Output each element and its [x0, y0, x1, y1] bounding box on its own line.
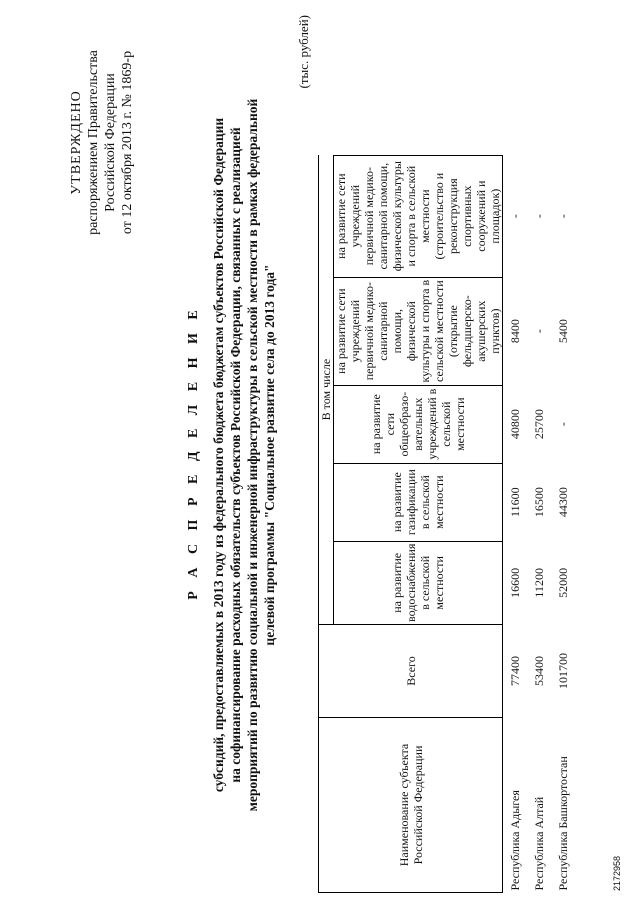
header-subject: Наименование субъекта Российской Федерации: [319, 718, 503, 893]
table-row: [551, 155, 575, 892]
approval-line: распоряжением Правительства: [86, 50, 101, 235]
document-subtitle: [210, 15, 278, 895]
cell-total: 101700: [556, 653, 570, 689]
cell-water: 11200: [532, 568, 546, 598]
cell-sport: -: [532, 214, 546, 219]
cell-water: 52000: [556, 567, 570, 598]
header-gas: на развитие газификации в сельской местности: [334, 463, 503, 541]
cell-sport: -: [508, 214, 522, 219]
approval-heading: УТВЕРЖДЕНО: [69, 90, 84, 195]
cell-fap: 5400: [556, 319, 570, 344]
header-total: Всего: [319, 625, 503, 718]
cell-schools: 40800: [508, 409, 522, 440]
header-medical-sport: на развитие сети учреждений первичной медико-санитарной помощи, физической культуры и спорта в сельской местности (строительство и реконструкция спортивных сооружений и площадок): [334, 155, 503, 277]
cell-schools: -: [556, 422, 570, 427]
cell-subject: Республика Алтай: [532, 796, 546, 891]
approval-stamp: [68, 20, 136, 265]
cell-sport: -: [556, 214, 570, 219]
approval-date: от 12 октября 2013 г. № 1869-р: [120, 50, 135, 235]
cell-schools: 25700: [532, 409, 546, 440]
header-water: на развитие водоснабжения в сельской местности: [334, 541, 503, 624]
units-label: (тыс. рублей): [296, 15, 311, 89]
cell-total: 77400: [508, 656, 522, 686]
cell-gas: 16500: [532, 487, 546, 518]
cell-subject: Республика Башкортостан: [556, 756, 570, 891]
table-row: [503, 155, 528, 892]
subtitle-line: мероприятий по развитию социальной и инженерной инфраструктуры в сельской местности в рамках федеральной: [245, 98, 260, 812]
table-header-row: [319, 155, 334, 892]
subtitle-line: на софинансирование расходных обязательств субъектов Российской Федерации, связанных с реализацией: [228, 127, 243, 783]
cell-gas: 44300: [556, 487, 570, 518]
cell-fap: 8400: [508, 319, 522, 344]
cell-gas: 11600: [508, 487, 522, 517]
subtitle-line: целевой программы "Социальное развитие села до 2013 года": [262, 264, 277, 646]
cell-water: 16600: [508, 567, 522, 598]
header-schools: на развитие сети общеобразо-вательных учреждений в сельской местности: [334, 385, 503, 463]
document-title: Р А С П Р Е Д Е Л Е Н И Е: [186, 305, 201, 600]
table-row: [527, 155, 551, 892]
subtitle-line: субсидий, предоставляемых в 2013 году из федерального бюджета бюджетам субъектов Российской Федерации: [211, 117, 226, 793]
cell-subject: Республика Адыгея: [508, 790, 522, 891]
cell-total: 53400: [532, 656, 546, 686]
allocation-table: [318, 155, 575, 893]
approval-line: Российской Федерации: [103, 73, 118, 212]
cell-fap: -: [532, 329, 546, 334]
header-including: В том числе: [319, 155, 334, 624]
header-medical-fap: на развитие сети учреждений первичной медико-санитарной помощи, физической культуры и спорта в сельской местности (открытие фельдшерско-акушерских пунктов): [334, 277, 503, 385]
document-code: 2172958: [612, 855, 622, 891]
